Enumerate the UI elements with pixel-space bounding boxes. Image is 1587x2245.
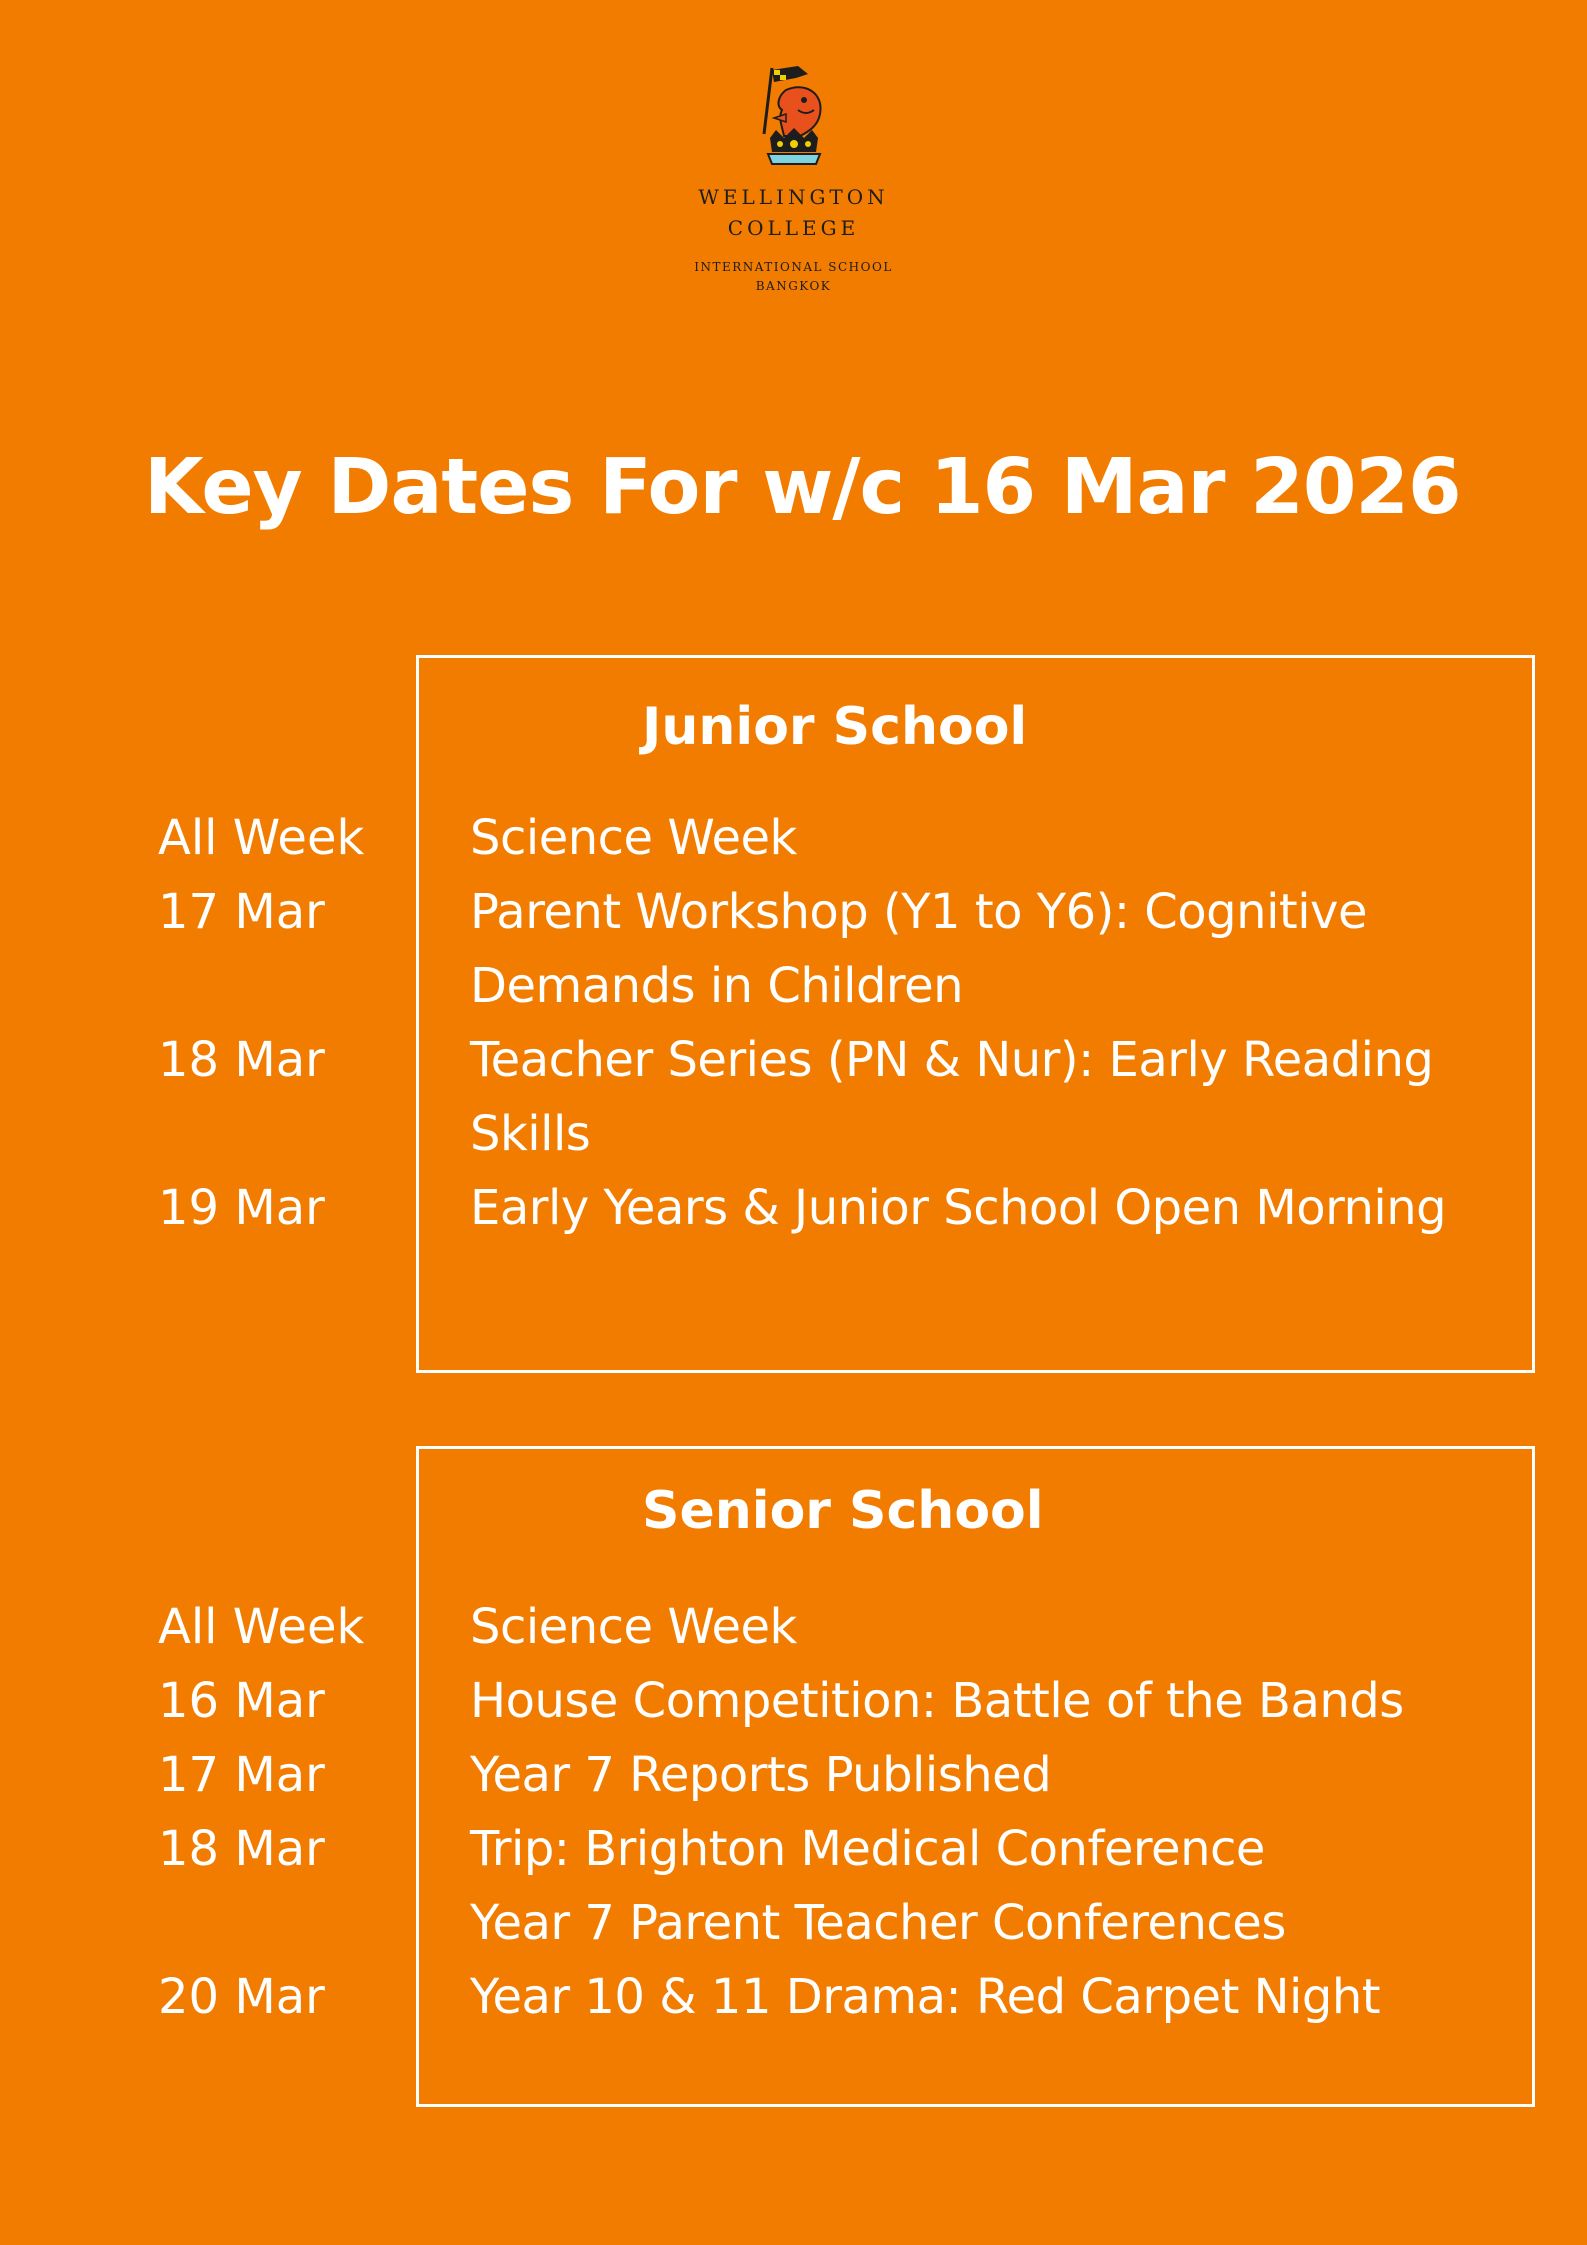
list-item [158,1171,1558,1245]
junior-schedule-list [158,801,1558,1245]
row-date: 19 Mar [158,1180,325,1236]
row-date: 18 Mar [158,1032,325,1088]
row-event: Science Week [470,1599,797,1655]
list-item [158,801,1558,875]
list-item [158,1812,1558,1886]
row-event: Teacher Series (PN & Nur): Early Reading Skills [470,1032,1434,1162]
row-event: Year 7 Parent Teacher Conferences [470,1895,1286,1951]
senior-schedule-list [158,1590,1558,2034]
row-event: Trip: Brighton Medical Conference [470,1821,1265,1877]
school-sub-line1: INTERNATIONAL SCHOOL [694,260,893,274]
row-event: Early Years & Junior School Open Morning [470,1180,1447,1236]
list-item [158,1886,1558,1960]
list-item [158,1590,1558,1664]
list-item [158,1960,1558,2034]
list-item [158,1738,1558,1812]
row-event: Parent Workshop (Y1 to Y6): Cognitive Demands in Children [470,884,1367,1014]
list-item [158,875,1558,1023]
row-date: All Week [158,810,365,866]
row-date: 17 Mar [158,884,325,940]
school-name [0,182,1587,244]
senior-school-heading: Senior School [642,1481,1044,1541]
row-event: Year 10 & 11 Drama: Red Carpet Night [470,1969,1381,2025]
list-item [158,1664,1558,1738]
school-subtitle [0,258,1587,296]
row-date: 20 Mar [158,1969,325,2025]
page-title: Key Dates For w/c 16 Mar 2026 [144,443,1461,532]
row-date: All Week [158,1599,365,1655]
row-date: 18 Mar [158,1821,325,1877]
row-date: 16 Mar [158,1673,325,1729]
row-date: 17 Mar [158,1747,325,1803]
junior-school-heading: Junior School [642,697,1028,757]
list-item [158,1023,1558,1171]
school-sub-line2: BANGKOK [755,279,832,293]
school-name-line1: WELLINGTON [698,185,889,209]
row-event: House Competition: Battle of the Bands [470,1673,1404,1729]
crest-icon [746,60,842,180]
row-event: Science Week [470,810,797,866]
row-event: Year 7 Reports Published [470,1747,1052,1803]
school-name-line2: COLLEGE [727,216,860,240]
school-logo [0,60,1587,296]
